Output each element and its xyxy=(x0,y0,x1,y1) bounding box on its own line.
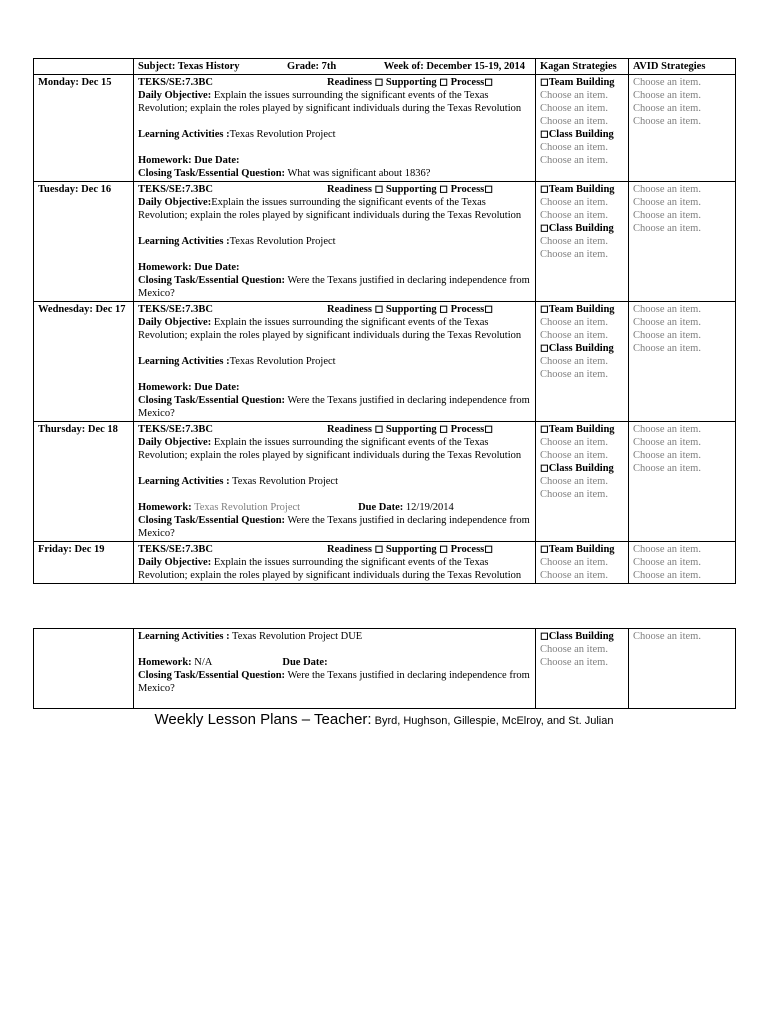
kagan-cell xyxy=(536,422,629,542)
strategy-placeholder: Choose an item. xyxy=(633,90,701,101)
readiness-checkboxes: Readiness ◻ Supporting ◻ Process◻ xyxy=(327,77,493,88)
avid-cell xyxy=(629,542,736,584)
teks-label: TEKS/SE:7.3BC xyxy=(138,544,213,555)
homework-label: Homework: xyxy=(138,155,192,166)
due-date-label: Due Date: xyxy=(358,502,404,513)
learning-activities xyxy=(138,235,531,248)
subject-label: Subject: Texas History xyxy=(138,61,240,72)
strategy-placeholder: Choose an item. xyxy=(540,142,608,153)
lesson-cell xyxy=(134,182,536,302)
strategy-placeholder: Choose an item. xyxy=(633,424,701,435)
strategy-placeholder: Choose an item. xyxy=(540,249,608,260)
strategy-placeholder: Choose an item. xyxy=(633,197,701,208)
day-cell xyxy=(34,182,134,302)
daily-objective xyxy=(138,436,531,462)
activities-text: Texas Revolution Project DUE xyxy=(229,631,363,642)
strategy-placeholder: Choose an item. xyxy=(633,631,701,642)
activities-label: Learning Activities : xyxy=(138,129,230,140)
homework-line xyxy=(138,154,531,167)
closing-text: Were the Texans justified in declaring independence from Mexico? xyxy=(138,395,530,419)
strategy-placeholder: Choose an item. xyxy=(633,330,701,341)
strategy-placeholder: Choose an item. xyxy=(540,644,608,655)
day-cell xyxy=(34,629,134,709)
day-label: Thursday: Dec 18 xyxy=(38,424,118,435)
kagan-cell xyxy=(536,182,629,302)
strategy-placeholder: Choose an item. xyxy=(633,437,701,448)
spacer xyxy=(138,222,531,235)
header-day-cell xyxy=(34,59,134,75)
strategy-placeholder: Choose an item. xyxy=(633,544,701,555)
header-main-line xyxy=(138,60,531,73)
strategy-placeholder: Choose an item. xyxy=(633,77,701,88)
grade-label: Grade: 7th xyxy=(286,61,337,72)
spacer xyxy=(138,342,531,355)
day-cell xyxy=(34,542,134,584)
strategy-placeholder: Choose an item. xyxy=(540,90,608,101)
strategy-placeholder: Choose an item. xyxy=(540,570,608,581)
spacer xyxy=(138,368,531,381)
teks-line xyxy=(138,543,531,556)
day-label: Wednesday: Dec 17 xyxy=(38,304,126,315)
strategy-placeholder: Choose an item. xyxy=(633,304,701,315)
spacer xyxy=(138,115,531,128)
teks-line xyxy=(138,76,531,89)
teks-line xyxy=(138,183,531,196)
closing-label: Closing Task/Essential Question: xyxy=(138,168,286,179)
week-label: Week of: December 15-19, 2014 xyxy=(383,61,525,72)
teks-line xyxy=(138,423,531,436)
strategy-heading: ◻Team Building xyxy=(540,77,615,88)
day-cell xyxy=(34,302,134,422)
strategy-heading: ◻Team Building xyxy=(540,304,615,315)
readiness-checkboxes: Readiness ◻ Supporting ◻ Process◻ xyxy=(327,544,493,555)
strategy-placeholder: Choose an item. xyxy=(540,116,608,127)
teacher-names: Byrd, Hughson, Gillespie, McElroy, and St. Julian xyxy=(371,715,614,727)
avid-cell xyxy=(629,629,736,709)
strategy-heading: ◻Class Building xyxy=(540,463,614,474)
row-friday xyxy=(34,542,736,584)
kagan-cell xyxy=(536,302,629,422)
friday-continuation-table xyxy=(33,628,736,709)
day-label: Friday: Dec 19 xyxy=(38,544,105,555)
header-main-cell xyxy=(134,59,536,75)
learning-activities xyxy=(138,630,531,643)
row-tuesday xyxy=(34,182,736,302)
strategy-placeholder: Choose an item. xyxy=(540,356,608,367)
row-thursday xyxy=(34,422,736,542)
day-label: Tuesday: Dec 16 xyxy=(38,184,112,195)
row-wednesday xyxy=(34,302,736,422)
objective-text: Explain the issues surrounding the significant events of the Texas Revolution; explain the roles played by significant individuals during the Texas Revolution xyxy=(138,90,522,114)
strategy-placeholder: Choose an item. xyxy=(540,317,608,328)
closing-text: Were the Texans justified in declaring independence from Mexico? xyxy=(138,275,530,299)
objective-label: Daily Objective: xyxy=(138,197,212,208)
strategy-placeholder: Choose an item. xyxy=(633,570,701,581)
row-monday xyxy=(34,75,736,182)
lesson-cell xyxy=(134,629,536,709)
strategy-placeholder: Choose an item. xyxy=(540,330,608,341)
kagan-cell xyxy=(536,629,629,709)
lesson-plan-table xyxy=(33,58,736,584)
strategy-heading: ◻Class Building xyxy=(540,631,614,642)
strategy-heading: ◻Team Building xyxy=(540,544,615,555)
closing-task xyxy=(138,274,531,300)
closing-task xyxy=(138,167,531,180)
daily-objective xyxy=(138,89,531,115)
strategy-placeholder: Choose an item. xyxy=(633,116,701,127)
readiness-checkboxes: Readiness ◻ Supporting ◻ Process◻ xyxy=(327,304,493,315)
lesson-cell xyxy=(134,542,536,584)
learning-activities xyxy=(138,475,531,488)
due-date-label: Due Date: xyxy=(191,382,240,393)
strategy-heading: ◻Class Building xyxy=(540,343,614,354)
strategy-placeholder: Choose an item. xyxy=(540,657,608,668)
spacer xyxy=(138,248,531,261)
teks-line xyxy=(138,303,531,316)
activities-label: Learning Activities : xyxy=(138,236,230,247)
closing-text: Were the Texans justified in declaring independence from Mexico? xyxy=(138,515,530,539)
objective-label: Daily Objective: xyxy=(138,317,212,328)
lesson-cell xyxy=(134,422,536,542)
objective-label: Daily Objective: xyxy=(138,90,212,101)
lesson-cell xyxy=(134,75,536,182)
strategy-placeholder: Choose an item. xyxy=(633,184,701,195)
activities-label: Learning Activities : xyxy=(138,631,230,642)
spacer xyxy=(138,141,531,154)
objective-text: Explain the issues surrounding the significant events of the Texas Revolution; explain the roles played by significant individuals during the Texas Revolution xyxy=(138,317,522,341)
closing-label: Closing Task/Essential Question: xyxy=(138,670,286,681)
homework-line xyxy=(138,501,531,514)
closing-label: Closing Task/Essential Question: xyxy=(138,395,286,406)
activities-text: Texas Revolution Project xyxy=(229,129,336,140)
spacer xyxy=(138,462,531,475)
day-cell xyxy=(34,75,134,182)
day-cell xyxy=(34,422,134,542)
homework-label: Homework: xyxy=(138,262,192,273)
strategy-placeholder: Choose an item. xyxy=(540,369,608,380)
homework-label: Homework: xyxy=(138,502,192,513)
strategy-placeholder: Choose an item. xyxy=(633,317,701,328)
strategy-placeholder: Choose an item. xyxy=(633,557,701,568)
learning-activities xyxy=(138,128,531,141)
due-date-label: Due Date: xyxy=(191,155,240,166)
strategy-heading: ◻Team Building xyxy=(540,424,615,435)
due-date-text: 12/19/2014 xyxy=(403,502,454,513)
learning-activities xyxy=(138,355,531,368)
closing-task xyxy=(138,394,531,420)
strategy-placeholder: Choose an item. xyxy=(633,223,701,234)
strategy-placeholder: Choose an item. xyxy=(540,437,608,448)
homework-line xyxy=(138,381,531,394)
readiness-checkboxes: Readiness ◻ Supporting ◻ Process◻ xyxy=(327,424,493,435)
daily-objective xyxy=(138,196,531,222)
strategy-placeholder: Choose an item. xyxy=(540,155,608,166)
daily-objective xyxy=(138,316,531,342)
strategy-heading: ◻Team Building xyxy=(540,184,615,195)
homework-text: Texas Revolution Project xyxy=(191,502,301,513)
due-date-group xyxy=(282,656,327,669)
closing-task xyxy=(138,514,531,540)
objective-text: Explain the issues surrounding the significant events of the Texas Revolution; explain the roles played by significant individuals during the Texas Revolution xyxy=(138,437,522,461)
objective-text: Explain the issues surrounding the significant events of the Texas Revolution; explain the roles played by significant individuals during the Texas Revolution xyxy=(138,197,522,221)
activities-label: Learning Activities : xyxy=(138,356,230,367)
strategy-placeholder: Choose an item. xyxy=(540,557,608,568)
due-date-label: Due Date: xyxy=(191,262,240,273)
avid-cell xyxy=(629,422,736,542)
closing-label: Closing Task/Essential Question: xyxy=(138,275,286,286)
closing-label: Closing Task/Essential Question: xyxy=(138,515,286,526)
document-title-text: Weekly Lesson Plans – Teacher: xyxy=(154,711,372,728)
activities-text: Texas Revolution Project xyxy=(229,356,336,367)
daily-objective xyxy=(138,556,531,582)
strategy-placeholder: Choose an item. xyxy=(540,103,608,114)
row-friday-continued xyxy=(34,629,736,709)
strategy-placeholder: Choose an item. xyxy=(540,197,608,208)
avid-cell xyxy=(629,182,736,302)
homework-text: N/A xyxy=(191,657,213,668)
strategy-placeholder: Choose an item. xyxy=(540,236,608,247)
objective-label: Daily Objective: xyxy=(138,437,212,448)
table-header-row xyxy=(34,59,736,75)
document-title xyxy=(0,711,768,729)
strategy-placeholder: Choose an item. xyxy=(540,450,608,461)
activities-label: Learning Activities : xyxy=(138,476,230,487)
homework-line xyxy=(138,261,531,274)
objective-text: Explain the issues surrounding the significant events of the Texas Revolution; explain the roles played by significant individuals during the Texas Revolution xyxy=(138,557,522,581)
strategy-placeholder: Choose an item. xyxy=(540,210,608,221)
activities-text: Texas Revolution Project xyxy=(229,476,339,487)
day-label: Monday: Dec 15 xyxy=(38,77,112,88)
strategy-placeholder: Choose an item. xyxy=(633,463,701,474)
header-kagan-cell: Kagan Strategies xyxy=(536,59,629,75)
strategy-placeholder: Choose an item. xyxy=(633,103,701,114)
closing-text: Were the Texans justified in declaring independence from Mexico? xyxy=(138,670,530,694)
homework-label: Homework: xyxy=(138,382,192,393)
teks-label: TEKS/SE:7.3BC xyxy=(138,184,213,195)
readiness-checkboxes: Readiness ◻ Supporting ◻ Process◻ xyxy=(327,184,493,195)
activities-text: Texas Revolution Project xyxy=(229,236,336,247)
kagan-cell xyxy=(536,75,629,182)
strategy-placeholder: Choose an item. xyxy=(633,210,701,221)
avid-cell xyxy=(629,75,736,182)
strategy-placeholder: Choose an item. xyxy=(633,343,701,354)
teks-label: TEKS/SE:7.3BC xyxy=(138,304,213,315)
header-avid-cell: AVID Strategies xyxy=(629,59,736,75)
objective-label: Daily Objective: xyxy=(138,557,212,568)
strategy-heading: ◻Class Building xyxy=(540,223,614,234)
strategy-placeholder: Choose an item. xyxy=(540,489,608,500)
strategy-heading: ◻Class Building xyxy=(540,129,614,140)
spacer xyxy=(138,488,531,501)
teks-label: TEKS/SE:7.3BC xyxy=(138,424,213,435)
due-date-label: Due Date: xyxy=(282,657,328,668)
spacer xyxy=(138,643,531,656)
closing-text: What was significant about 1836? xyxy=(285,168,431,179)
strategy-placeholder: Choose an item. xyxy=(633,450,701,461)
homework-label: Homework: xyxy=(138,657,192,668)
due-date-group xyxy=(358,501,454,514)
avid-cell xyxy=(629,302,736,422)
teks-label: TEKS/SE:7.3BC xyxy=(138,77,213,88)
homework-line xyxy=(138,656,531,669)
kagan-cell xyxy=(536,542,629,584)
lesson-cell xyxy=(134,302,536,422)
closing-task xyxy=(138,669,531,695)
strategy-placeholder: Choose an item. xyxy=(540,476,608,487)
